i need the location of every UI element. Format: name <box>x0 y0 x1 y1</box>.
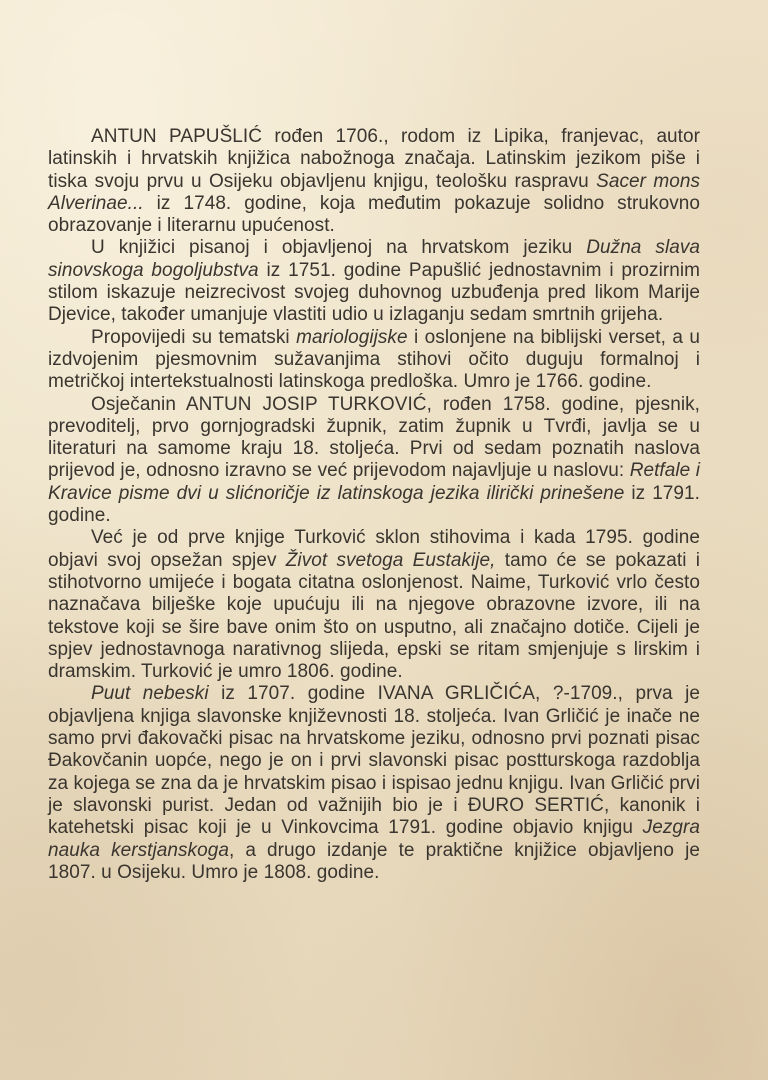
text-segment: iz 1791. godine. <box>48 482 700 527</box>
text-segment: i oslonjene na biblijski verset, a u izdvojenim pjesmovnim sužavanjima stihovi očito duguju formalnoj i metričkoj intertekstualnosti latinskoga predloška. Umro je 1766. godine. <box>48 326 700 393</box>
italic-title-segment: Život svetoga Eustakije, <box>285 549 496 571</box>
text-segment: iz 1748. godine, koja međutim pokazuje solidno strukovno obrazovanje i literarnu upućenost. <box>48 192 700 237</box>
text-segment: iz 1751. godine Papušlić jednostavnim i prozirnim stilom iskazuje neizrecivost svojeg duhovnog uzbuđenja pred likom Marije Djevice, također umanjuje vlastiti udio u izlaganju sedam smrtnih grijeha. <box>48 259 700 326</box>
paragraph-papuslic-intro <box>48 126 700 237</box>
text-segment: Osječanin ANTUN JOSIP TURKOVIĆ, rođen 1758. godine, pjesnik, prevoditelj, prvo gornjogradski župnik, zatim župnik u Tvrđi, javlja se u literaturi na samome kraju 18. stoljeća. Prvi od sedam poznatih naslova prijevod je, odnosno izravno se već prijevodom najavljuje u naslovu: <box>48 393 700 482</box>
text-segment: Već je od prve knjige Turković sklon stihovima i kada 1795. godine objavi svoj opsežan spjev <box>48 527 700 571</box>
text-segment: , a drugo izdanje te praktične knjižice objavljeno je 1807. u Osijeku. Umro je 1808. godine. <box>48 839 700 883</box>
italic-title-segment: Retfale i Kravice pisme dvi u slićnoričje iz latinskoga jezika ilirički prinešene <box>48 460 700 504</box>
paragraph-propovijedi <box>48 327 700 394</box>
paragraph-grlicic-sertic <box>48 683 700 884</box>
italic-title-segment: Puut nebeski <box>91 683 209 705</box>
paragraph-turkovic-spjev <box>48 527 700 683</box>
text-segment: ANTUN PAPUŠLIĆ rođen 1706., rodom iz Lipika, franjevac, autor latinskih i hrvatskih knjižica nabožnoga značaja. Latinskim jezikom piše i tiska svoju prvu u Osijeku objavljenu knjigu, teološku raspravu <box>48 126 700 192</box>
text-segment: U knjižici pisanoj i objavljenoj na hrvatskom jeziku <box>91 237 587 259</box>
text-segment: tamo će se pokazati i stihotvorno umijeće i bogata citatna oslonjenost. Naime, Turković vrlo često naznačava bilješke koje upućuju ili na njegove obrazovne izvore, ili na tekstove koji se šire bave onim što on usputno, ali značajno dotiče. Cijeli je spjev jednostavnoga narativnog slijeda, epski se ritam smjenjuje s lirskim i dramskim. Turković je umro 1806. godine. <box>48 549 700 683</box>
italic-title-segment: Dužna slava sinovskoga bogoljubstva <box>48 237 700 281</box>
paragraph-turkovic-intro <box>48 394 700 528</box>
text-segment: Propovijedi su tematski <box>91 326 297 348</box>
italic-title-segment: Jezgra nauka kerstjanskoga <box>48 817 700 861</box>
text-body <box>48 126 700 884</box>
paragraph-papuslic-knjizica <box>48 237 700 326</box>
text-segment: iz 1707. godine IVANA GRLIČIĆA, ?-1709., prva je objavljena knjiga slavonske književnosti 18. stoljeća. Ivan Grličić je inače ne samo prvi đakovački pisac na hrvatskome jeziku, odnosno prvi poznati pisac Đakovčanin uopće, nego je on i prvi slavonski pisac postturskoga razdoblja za kojega se zna da je hrvatskim pisao i ispisao jednu knjigu. Ivan Grličić prvi je slavonski purist. Jedan od važnijih bio je i ĐURO SERTIĆ, kanonik i katehetski pisac koji je u Vinkovcima 1791. godine objavio knjigu <box>48 683 700 839</box>
italic-term-segment: mariologijske <box>296 326 408 348</box>
italic-title-segment: Sacer mons Alverinae... <box>48 170 700 214</box>
